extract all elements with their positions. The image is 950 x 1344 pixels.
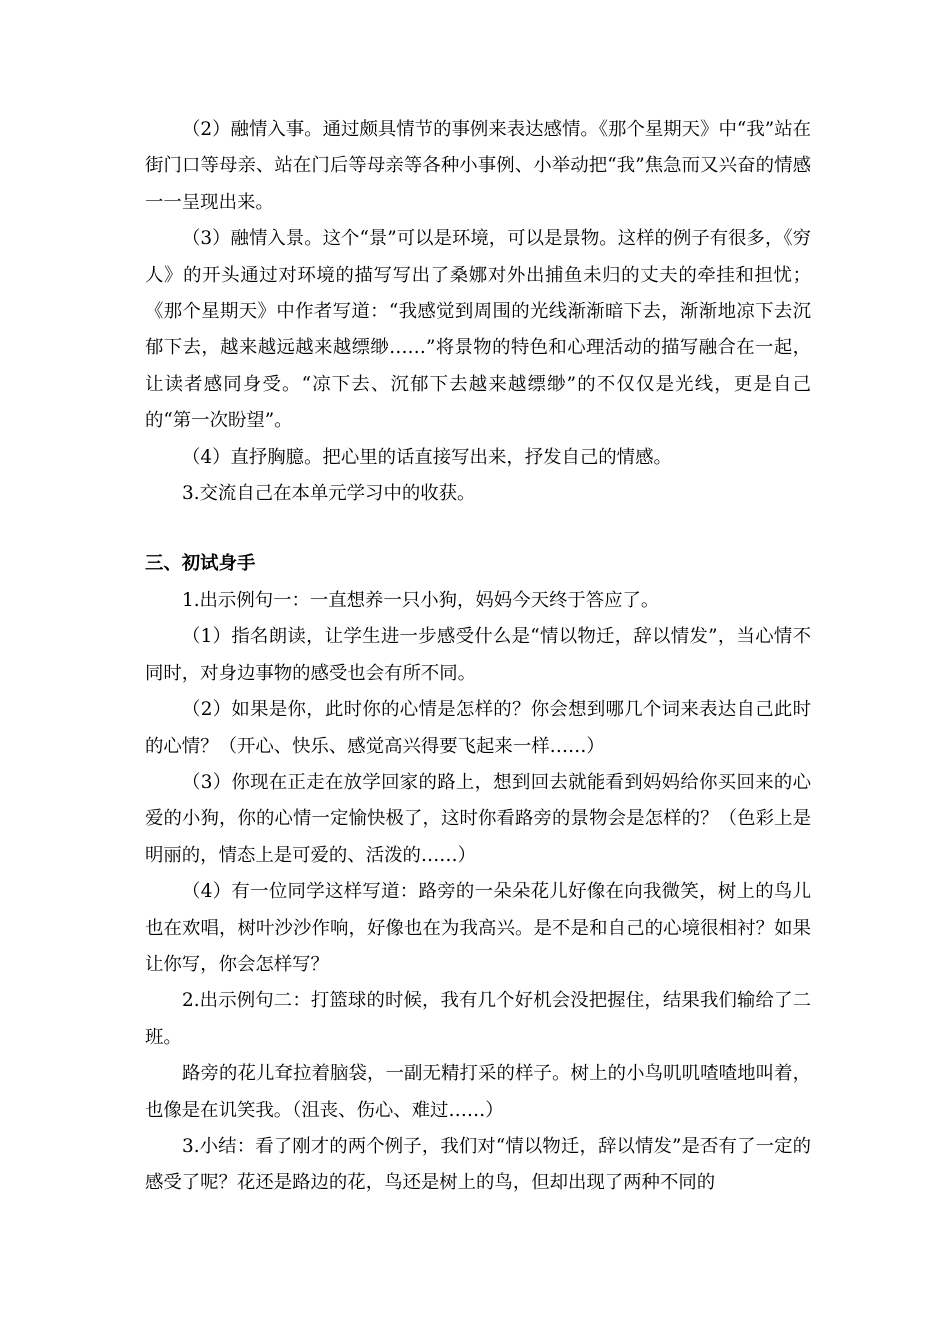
- paragraph: 路旁的花儿耷拉着脑袋，一副无精打采的样子。树上的小鸟叽叽喳喳地叫着，也像是在讥笑我。（沮丧、伤心、难过……）: [145, 1063, 811, 1121]
- paragraph: 3.小结：看了刚才的两个例子，我们对“情以物迁，辞以情发”是否有了一定的感受了呢？花还是路边的花，鸟还是树上的鸟，但却出现了两种不同的: [145, 1135, 811, 1194]
- paragraph: （1）指名朗读，让学生进一步感受什么是“情以物迁，辞以情发”，当心情不同时，对身边事物的感受也会有所不同。: [145, 626, 811, 684]
- paragraph: （2）融情入事。通过颇具情节的事例来表达感情。《那个星期天》中“我”站在街门口等母亲、站在门后等母亲等各种小事例、小举动把“我”焦急而又兴奋的情感一一呈现出来。: [145, 119, 811, 213]
- document-page: [145, 112, 811, 1202]
- paragraph: 2.出示例句二：打篮球的时候，我有几个好机会没把握住，结果我们输给了二班。: [145, 990, 811, 1048]
- paragraph: 1.出示例句一：一直想养一只小狗，妈妈今天终于答应了。: [182, 589, 660, 611]
- paragraph: （2）如果是你，此时你的心情是怎样的？你会想到哪几个词来表达自己此时的心情？（开心、快乐、感觉高兴得要飞起来一样……）: [145, 699, 811, 757]
- paragraph: （4）直抒胸臆。把心里的话直接写出来，抒发自己的情感。: [182, 446, 672, 468]
- paragraph: （3）融情入景。这个“景”可以是环境，可以是景物。这样的例子有很多，《穷人》的开头通过对环境的描写写出了桑娜对外出捕鱼未归的丈夫的牵挂和担忧；《那个星期天》中作者写道：“我感觉到周围的光线渐渐暗下去，渐渐地凉下去沉郁下去，越来越远越来越缥缈……”将景物的特色和心理活动的描写融合在一起，让读者感同身受。“凉下去、沉郁下去越来越缥缈”的不仅仅是光线，更是自己的“第一次盼望”。: [145, 228, 811, 432]
- section-heading: 三、初试身手: [145, 553, 256, 575]
- paragraph: （3）你现在正走在放学回家的路上，想到回去就能看到妈妈给你买回来的心爱的小狗，你的心情一定愉快极了，这时你看路旁的景物会是怎样的？（色彩上是明丽的，情态上是可爱的、活泼的……）: [145, 771, 811, 866]
- paragraph: 3.交流自己在本单元学习中的收获。: [182, 483, 476, 505]
- paragraph: （4）有一位同学这样写道：路旁的一朵朵花儿好像在向我微笑，树上的鸟儿也在欢唱，树叶沙沙作响，好像也在为我高兴。是不是和自己的心境很相衬？如果让你写，你会怎样写？: [145, 881, 811, 975]
